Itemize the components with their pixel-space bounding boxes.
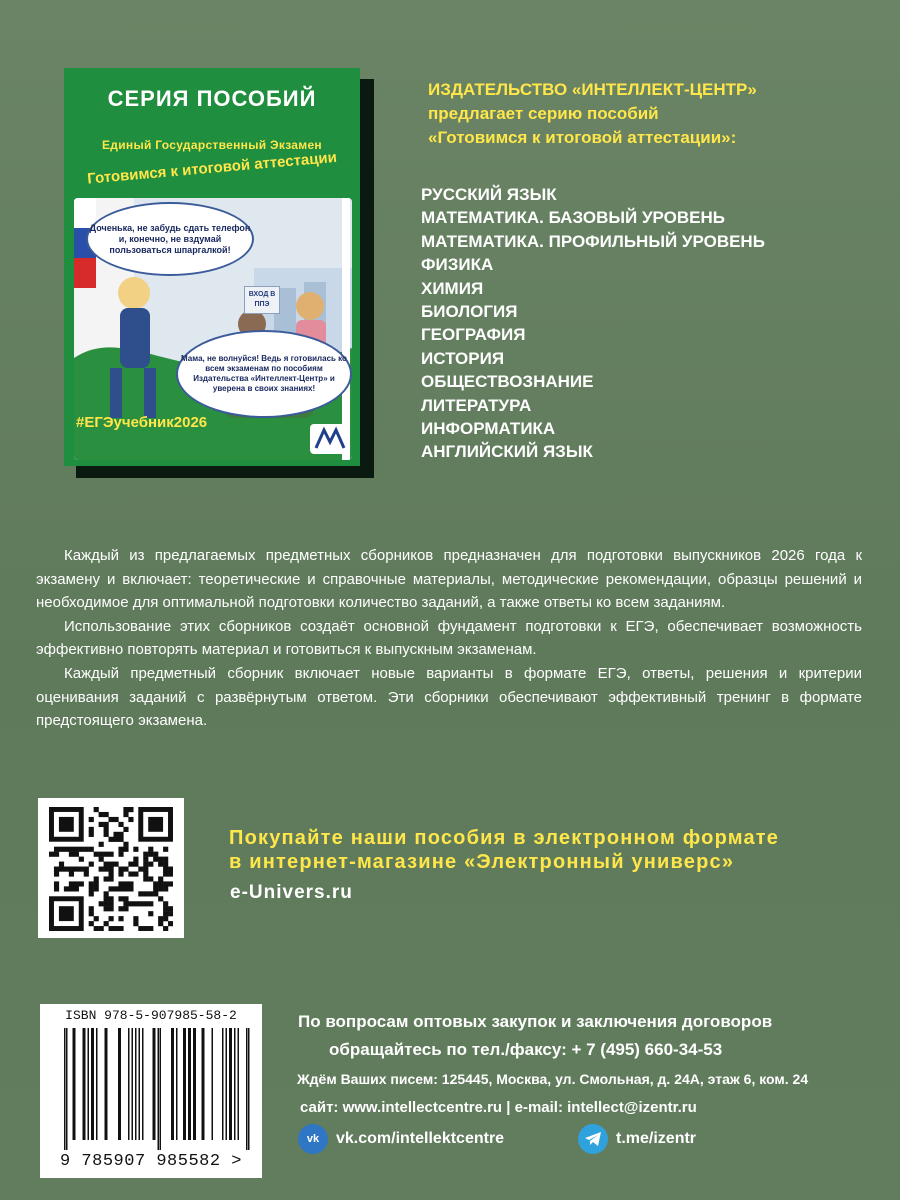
speech-bubble-mother: Доченька, не забудь сдать телефон и, конечно, не вздумай пользоваться шпаргалкой! <box>86 202 254 276</box>
publisher-heading <box>428 78 868 150</box>
vk-link[interactable] <box>298 1124 504 1154</box>
description-paragraph: Каждый из предлагаемых предметных сборников предназначен для подготовки выпускников 2026 года к экзамену и включает: теоретические и справочные материалы, методические рекомендации, образцы решений и необходимое для оптимальной подготовки количество заданий, а также ответы ко всем заданиям. <box>36 547 862 612</box>
telegram-link[interactable] <box>578 1124 696 1154</box>
description-paragraph: Каждый предметный сборник включает новые варианты в формате ЕГЭ, ответы, решения и критерии оценивания заданий с развёрнутым ответом. Эти сборники обеспечивают эффективный тренинг в формате предстоящего экзамена. <box>36 664 862 730</box>
vk-icon: vk <box>298 1124 328 1154</box>
subject-item: ОБЩЕСТВОЗНАНИЕ <box>421 372 594 392</box>
subject-item: ЛИТЕРАТУРА <box>421 395 532 415</box>
barcode-icon <box>50 1028 252 1150</box>
subject-item: ХИМИЯ <box>421 278 484 298</box>
qr-code-icon <box>49 807 173 931</box>
contact-phone: обращайтесь по тел./факсу: + 7 (495) 660-34-53 <box>329 1040 723 1059</box>
subject-item: БИОЛОГИЯ <box>421 301 518 321</box>
subject-item: ГЕОГРАФИЯ <box>421 325 526 345</box>
subject-item: РУССКИЙ ЯЗЫК <box>421 185 557 204</box>
telegram-link-text: t.me/izentr <box>616 1130 697 1147</box>
door-sign: ВХОД В ППЭ <box>244 286 280 314</box>
contact-line: По вопросам оптовых закупок и заключения договоров <box>298 1012 773 1031</box>
subject-item: ИСТОРИЯ <box>421 348 505 368</box>
subjects-list <box>421 183 765 464</box>
cover-series-strip: Готовимся к итоговой аттестации <box>86 148 338 188</box>
subject-item: ФИЗИКА <box>421 255 494 275</box>
contact-address: Ждём Ваших писем: 125445, Москва, ул. Смольная, д. 24А, этаж 6, ком. 24 <box>297 1071 809 1087</box>
publisher-name: ИЗДАТЕЛЬСТВО «ИНТЕЛЛЕКТ-ЦЕНТР» <box>428 80 757 99</box>
subject-item: ИНФОРМАТИКА <box>421 418 556 438</box>
isbn-block <box>40 1004 262 1178</box>
publisher-offer: предлагает серию пособий <box>428 104 659 123</box>
cover-subtitle: Единый Государственный Экзамен <box>102 138 322 152</box>
description-block <box>36 544 862 733</box>
barcode-digits: 9 785907 985582 > <box>60 1152 242 1171</box>
book-cover <box>64 68 360 466</box>
isbn-label: ISBN 978-5-907985-58-2 <box>65 1008 237 1023</box>
promo-line: Покупайте наши пособия в электронном формате <box>229 827 780 849</box>
qr-code[interactable] <box>38 798 184 938</box>
cover-hashtag: #ЕГЭучебник2026 <box>76 414 208 431</box>
speech-bubble-daughter: Мама, не волнуйся! Ведь я готовилась ко всем экзаменам по пособиям Издательства «Интеллект-Центр» и уверена в своих знаниях! <box>176 330 352 418</box>
publisher-logo-icon <box>310 424 350 454</box>
description-paragraph: Использование этих сборников создаёт основной фундамент подготовки к ЕГЭ, обеспечивает возможность эффективно повторять материал и готовиться к выпускным экзаменам. <box>36 617 862 659</box>
subject-item: МАТЕМАТИКА. ПРОФИЛЬНЫЙ УРОВЕНЬ <box>421 231 765 251</box>
promo-text <box>229 826 879 874</box>
subject-item: АНГЛИЙСКИЙ ЯЗЫК <box>421 442 593 462</box>
cover-title: СЕРИЯ ПОСОБИЙ <box>107 86 317 111</box>
subject-item: МАТЕМАТИКА. БАЗОВЫЙ УРОВЕНЬ <box>421 208 725 228</box>
contact-web-email[interactable]: сайт: www.intellectcentre.ru | e-mail: intellect@izentr.ru <box>300 1099 697 1116</box>
shop-link[interactable]: e-Univers.ru <box>230 882 353 903</box>
promo-line: в интернет-магазине «Электронный универс» <box>229 851 735 873</box>
series-name: «Готовимся к итоговой аттестации»: <box>428 128 737 147</box>
vk-link-text: vk.com/intellektcentre <box>336 1130 505 1147</box>
telegram-icon <box>578 1124 608 1154</box>
